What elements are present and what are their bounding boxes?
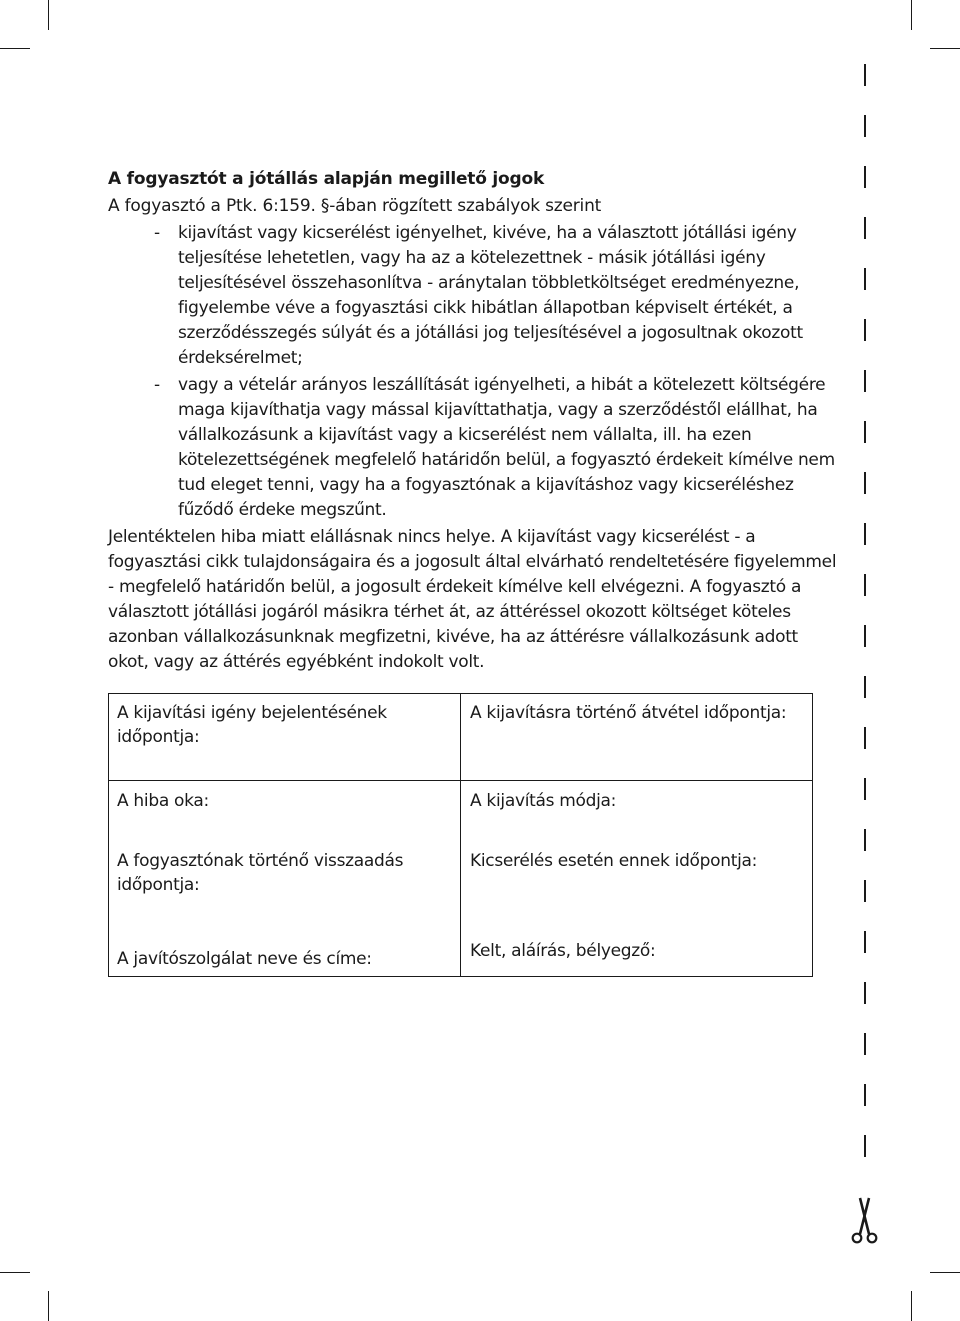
field-label-service-name: A javítószolgálat neve és címe: [117, 949, 372, 969]
cut-line-dash [864, 931, 866, 953]
rights-list [108, 221, 843, 523]
cut-line-dash [864, 472, 866, 494]
cut-line-dash [864, 676, 866, 698]
field-label-signature: Kelt, aláírás, bélyegző: [470, 941, 656, 961]
list-item-text: vagy a vételár arányos leszállítását igényelheti, a hibát a kötelezett költségére maga kijavíthatja vagy mással kijavíttathatja, vagy a szerződéstől elállhat, ha vállalkozásunk a kijavítást vagy a kicserélést nem vállalta, ill. ha ezen kötelezettségének megfelelő határidőn belül, a fogyasztó érdekeit kímélve nem tud eleget tenni, vagy ha a fogyasztónak a kijavításhoz vagy kicseréléshez fűződő érdeke megszűnt. [178, 375, 835, 520]
crop-mark-bottom-right [911, 1291, 912, 1321]
scissors-icon [848, 1196, 880, 1248]
crop-mark-bottom-left-h [0, 1272, 30, 1273]
crop-mark-top-right [911, 0, 912, 30]
intro-line: A fogyasztó a Ptk. 6:159. §-ában rögzített szabályok szerint [108, 196, 602, 216]
list-item [108, 221, 843, 371]
page-title: A fogyasztót a jótállás alapján megillető jogok [108, 169, 545, 189]
cut-line-dash [864, 1033, 866, 1055]
body-paragraph: Jelentéktelen hiba miatt elállásnak nincs helye. A kijavítást vagy kicserélést - a fogyasztási cikk tulajdonságaira és a jogosult által elvárható rendeltetésére figyelemmel - megfelelő határidőn belül, a jogosult érdekeit kímélve kell elvégezni. A fogyasztó a választott jótállási jogáról másikra térhet át, az áttéréssel okozott költséget köteles azonban vállalkozásunknak megfizetni, kivéve, ha az áttérésre vállalkozásunk adott okot, vagy az áttérés egyébként indokolt volt. [108, 527, 837, 672]
field-label-repair-method: A kijavítás módja: [470, 791, 617, 811]
field-label-receipt-date: A kijavításra történő átvétel időpontja: [470, 703, 787, 723]
cut-line-dash [864, 523, 866, 545]
field-label-replacement-date: Kicserélés esetén ennek időpontja: [470, 851, 758, 871]
cut-line-dash [864, 64, 866, 86]
cut-line-dash [864, 982, 866, 1004]
list-item [108, 373, 843, 523]
list-dash: - [154, 375, 160, 395]
field-label-return-date: A fogyasztónak történő visszaadás időpontja: [117, 851, 404, 895]
crop-mark-top-left-h [0, 48, 30, 49]
table-row-divider [109, 780, 812, 781]
cut-line-dash [864, 166, 866, 188]
list-item-text: kijavítást vagy kicserélést igényelhet, kivéve, ha a választott jótállási igény teljesítése lehetetlen, vagy ha az a kötelezettnek - másik jótállási igény teljesítésével összehasonlítva - aránytalan többletköltséget eredményezne, figyelembe véve a fogyasztási cikk hibátlan állapotban képviselt értékét, a szerződésszegés súlyát és a jótállási jog teljesítésével a jogosultnak okozott érdeksérelmet; [178, 223, 803, 368]
cut-line-dash [864, 370, 866, 392]
cut-line-dash [864, 217, 866, 239]
cut-line-dash [864, 574, 866, 596]
cut-line-dash [864, 829, 866, 851]
cut-line-dash [864, 1135, 866, 1157]
crop-mark-top-left [48, 0, 49, 30]
crop-mark-top-right-h [930, 48, 960, 49]
cut-line-dash [864, 727, 866, 749]
table-column-divider [460, 694, 461, 976]
list-dash: - [154, 223, 160, 243]
cut-line-dash [864, 1084, 866, 1106]
cut-line-dash [864, 880, 866, 902]
field-label-report-date: A kijavítási igény bejelentésének időpontja: [117, 703, 387, 747]
field-label-cause: A hiba oka: [117, 791, 209, 811]
cut-line-dash [864, 268, 866, 290]
cut-line-dash [864, 319, 866, 341]
cut-line-dash [864, 778, 866, 800]
crop-mark-bottom-left [48, 1291, 49, 1321]
document-body [108, 166, 843, 675]
cut-line-dash [864, 421, 866, 443]
repair-form-table [108, 693, 813, 977]
cut-line-dash [864, 115, 866, 137]
crop-mark-bottom-right-h [930, 1272, 960, 1273]
cut-line-dash [864, 625, 866, 647]
